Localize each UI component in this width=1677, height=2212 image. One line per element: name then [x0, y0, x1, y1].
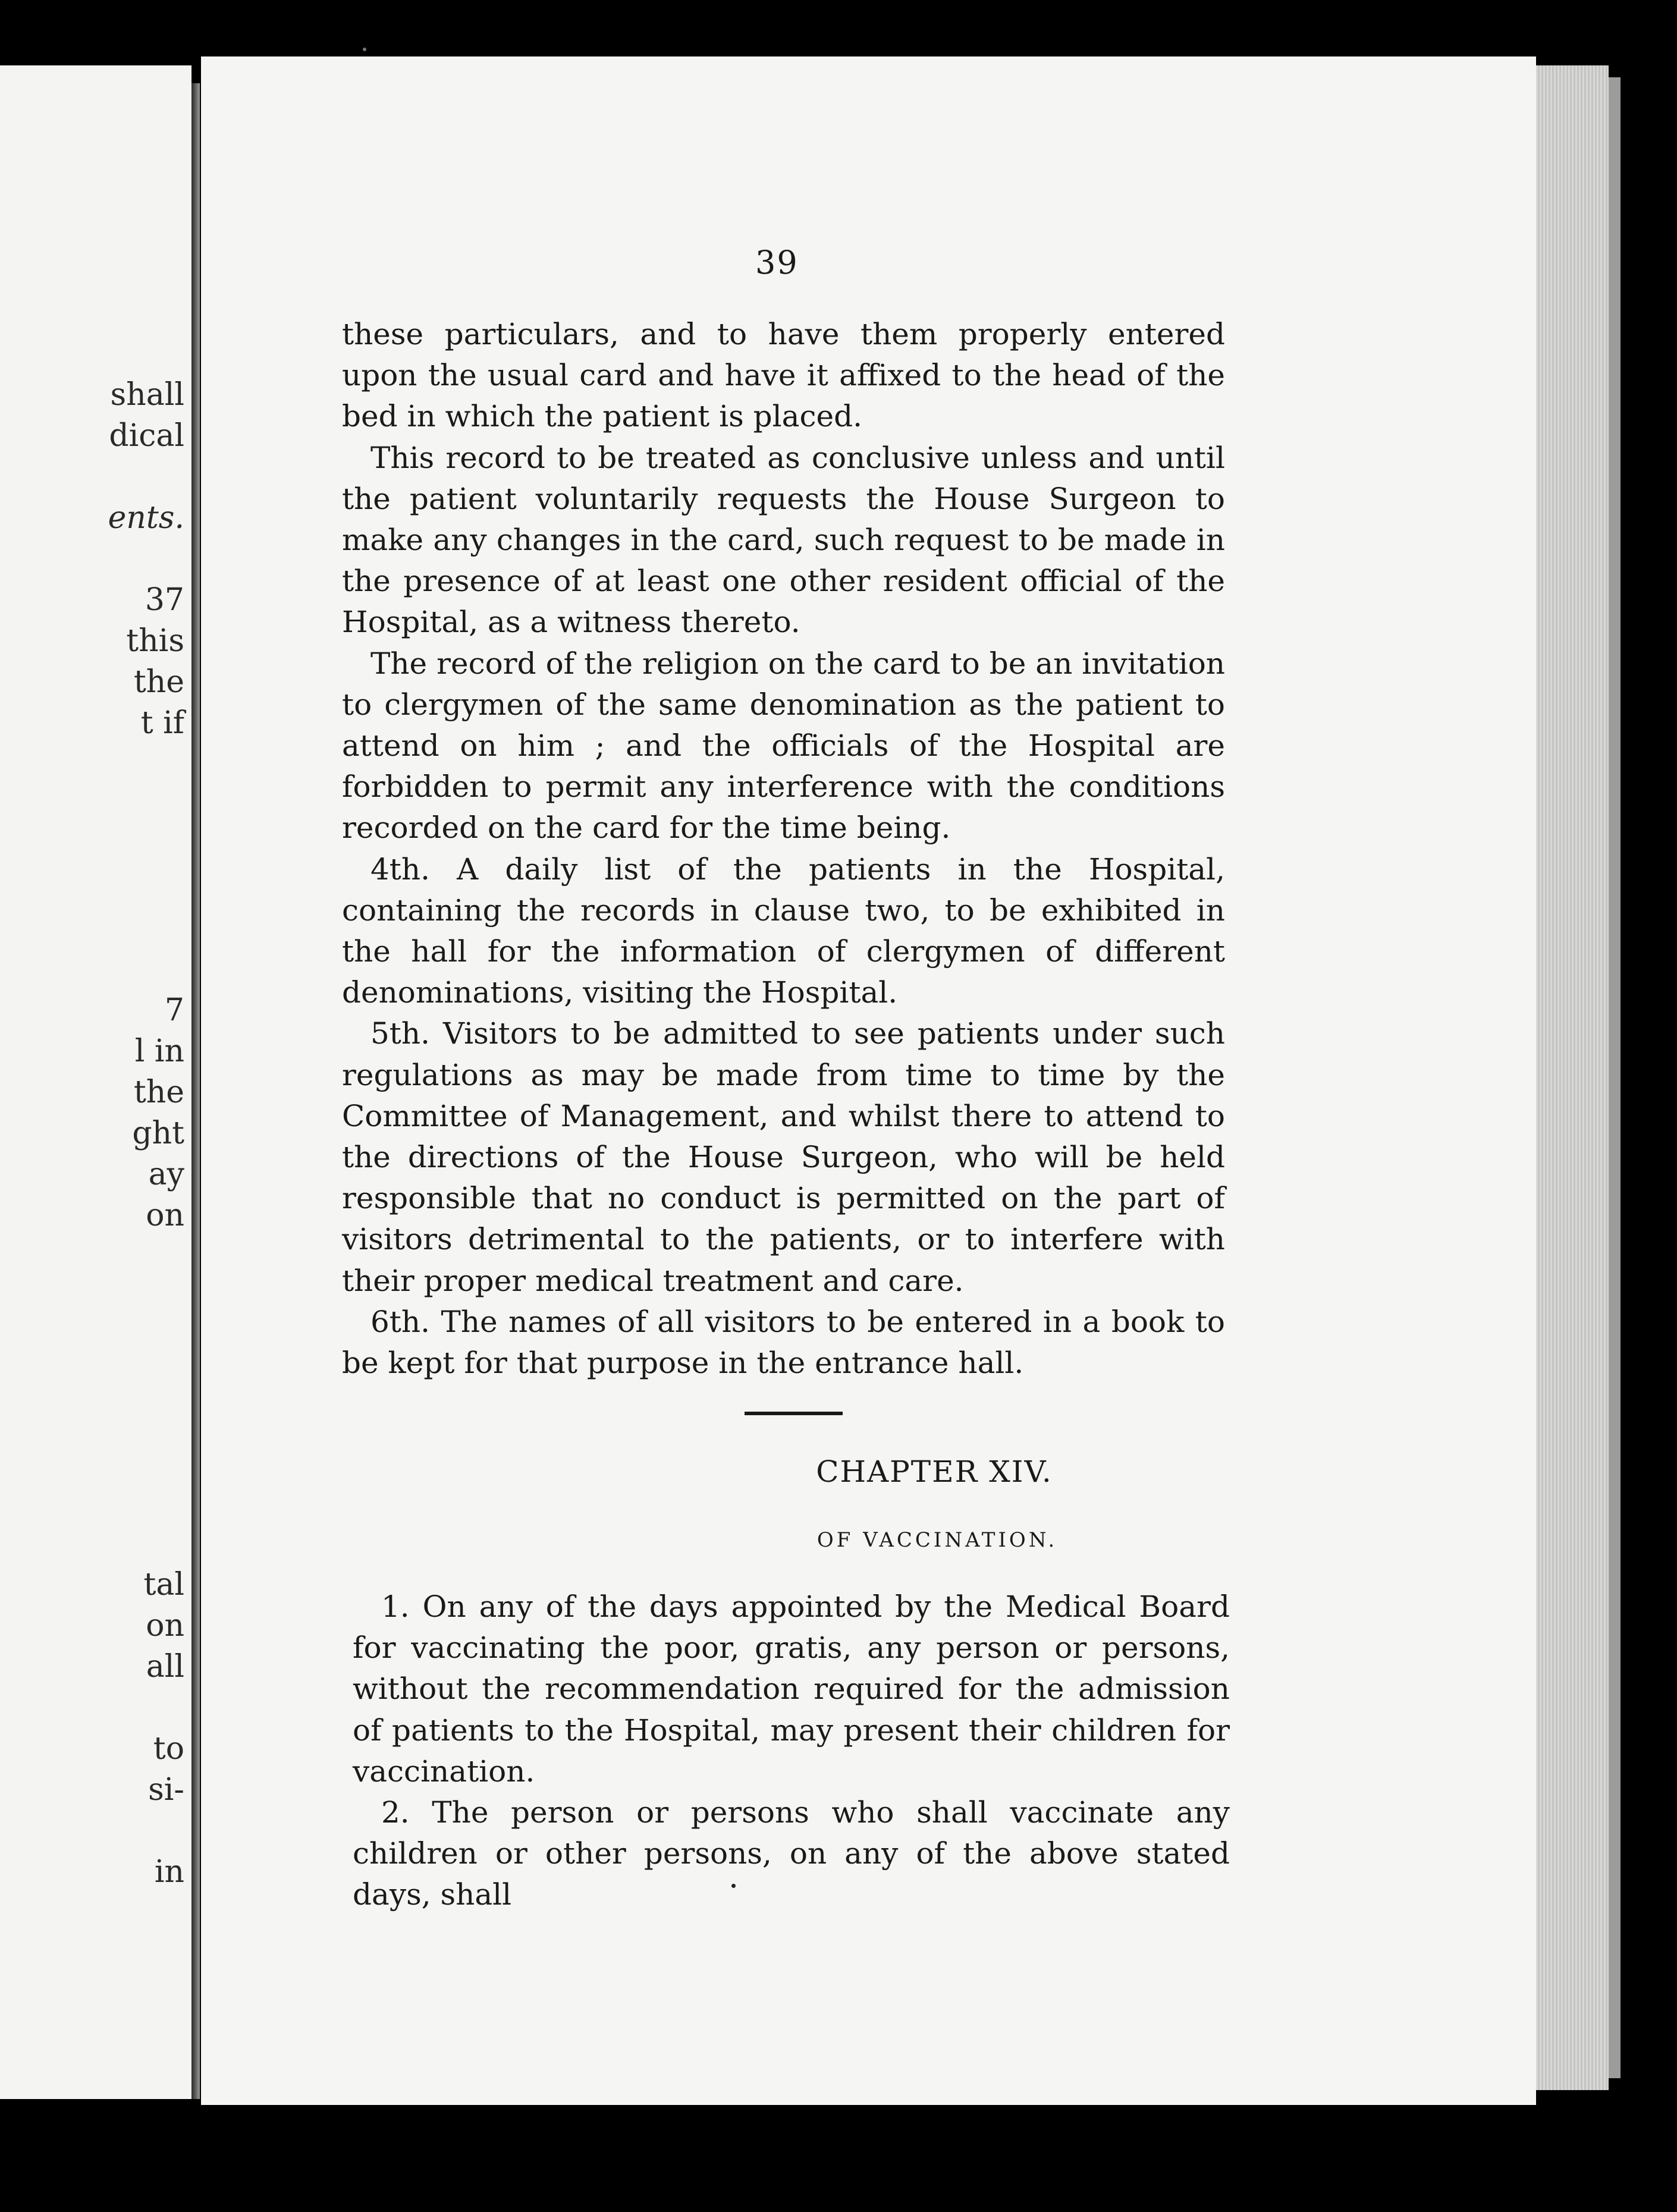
page-edges-shadow: [1609, 77, 1621, 2078]
facing-page: [0, 65, 191, 2099]
facing-page-fragment: [108, 1318, 184, 1359]
facing-page-fragment: [108, 1236, 184, 1277]
facing-page-fragment: [108, 785, 184, 826]
facing-page-fragment: [108, 1400, 184, 1441]
facing-page-fragment: [108, 949, 184, 990]
book-gutter: [191, 83, 200, 2099]
section-title: OF VACCINATION.: [816, 1528, 1058, 1552]
facing-page-fragment: si-: [148, 1772, 184, 1808]
paragraph: This record to be treated as conclusive unless and until the patient voluntarily requests the House Surgeon to make any changes in the card, such request to be made in the presence of at least one other resident official of the Hospital, as a witness thereto.: [342, 440, 1225, 640]
facing-page-fragment: on: [146, 1198, 184, 1233]
paragraph: 1. On any of the days appointed by the Medical Board for vaccinating the poor, gratis, any person or persons, without the recommendation required for the admission of patients to the Hospital, may present their children for vaccination.: [353, 1589, 1230, 1789]
facing-page-fragment: to: [153, 1731, 184, 1767]
paragraph: these particulars, and to have them properly entered upon the usual card and have it affixed to the head of the bed in which the patient is placed.: [342, 317, 1225, 434]
paragraph: The record of the religion on the card to be an invitation to clergymen of the same denomination as the patient to attend on him ; and the officials of the Hospital are forbidden to permit any interference with the conditions recorded on the card for the time being.: [342, 646, 1225, 846]
facing-page-fragment: 37: [145, 582, 184, 618]
section-divider: [745, 1412, 843, 1415]
chapter-title-text: CHAPTER XIV.: [816, 1454, 1053, 1489]
facing-page-fragment: [108, 826, 184, 867]
facing-page-fragment: [108, 1359, 184, 1400]
facing-page-fragment: the: [133, 664, 184, 700]
facing-page-fragment: [108, 1688, 184, 1729]
facing-page-fragment: ght: [132, 1116, 184, 1151]
facing-page-fragment: the: [133, 1074, 184, 1110]
paragraph: 2. The person or persons who shall vaccinate any children or other persons, on any of the above stated days, shall: [353, 1795, 1230, 1912]
facing-page-fragment: all: [146, 1649, 184, 1685]
facing-page-fragment: [108, 1811, 184, 1852]
facing-page-fragment: [108, 744, 184, 785]
paragraph: 6th. The names of all visitors to be entered in a book to be kept for that purpose in the entrance hall.: [342, 1304, 1225, 1381]
facing-page-fragment: ents.: [108, 500, 184, 536]
ink-speck: [731, 1884, 736, 1888]
facing-page-fragment: [108, 539, 184, 580]
facing-page-fragment: tal: [143, 1567, 184, 1603]
facing-page-fragment: in: [154, 1854, 184, 1890]
facing-page-fragment: 7: [164, 992, 184, 1028]
body-text: [342, 314, 1225, 1384]
ink-speck: [363, 48, 366, 51]
facing-page-fragment: on: [146, 1608, 184, 1644]
vaccination-text: [353, 1586, 1230, 1916]
facing-page-text: [108, 375, 184, 1893]
facing-page-fragment: ay: [148, 1157, 184, 1192]
facing-page-fragment: [108, 867, 184, 908]
page-edges: [1536, 65, 1609, 2090]
facing-page-fragment: dical: [109, 418, 184, 454]
facing-page-fragment: this: [126, 623, 184, 659]
facing-page-fragment: [108, 1277, 184, 1318]
facing-page-fragment: t if: [140, 705, 184, 741]
paragraph: 4th. A daily list of the patients in the Hospital, containing the records in clause two, to be exhibited in the hall for the information of clergymen of different denominations, visiting the Hospital.: [342, 852, 1225, 1010]
paragraph: 5th. Visitors to be admitted to see patients under such regulations as may be made from time to time by the Committee of Management, and whilst there to attend to the directions of the House Surgeon, who will be held responsible that no conduct is permitted on the part of visitors detrimental to the patients, or to interfere with their proper medical treatment and care.: [342, 1016, 1225, 1298]
page-number: 39: [755, 244, 799, 281]
facing-page-fragment: [108, 908, 184, 949]
facing-page-fragment: l in: [134, 1033, 184, 1069]
chapter-title: [0, 1454, 1677, 1489]
facing-page-fragment: shall: [110, 377, 184, 413]
facing-page-fragment: [108, 457, 184, 498]
